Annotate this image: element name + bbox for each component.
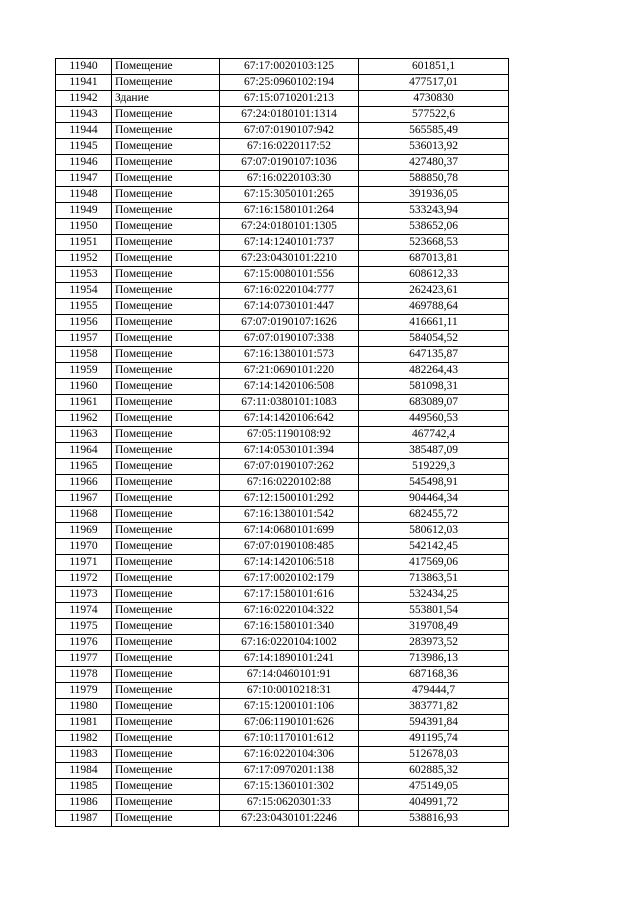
table-row (56, 699, 509, 715)
table-row (56, 635, 509, 651)
table-row (56, 235, 509, 251)
cadastral-value-cell: 542142,45 (359, 539, 509, 555)
cadastral-value-cell: 467742,4 (359, 427, 509, 443)
table-row (56, 763, 509, 779)
object-type-cell: Здание (112, 91, 220, 107)
cadastral-value-cell: 545498,91 (359, 475, 509, 491)
cadastral-value-cell: 682455,72 (359, 507, 509, 523)
cadastral-value-cell: 482264,43 (359, 363, 509, 379)
object-type-cell: Помещение (112, 731, 220, 747)
cadastral-number-cell: 67:16:1580101:264 (220, 203, 359, 219)
cadastral-number-cell: 67:24:0180101:1305 (220, 219, 359, 235)
table-row (56, 379, 509, 395)
row-number-cell: 11949 (56, 203, 112, 219)
object-type-cell: Помещение (112, 187, 220, 203)
row-number-cell: 11984 (56, 763, 112, 779)
table-row (56, 491, 509, 507)
cadastral-number-cell: 67:16:0220104:777 (220, 283, 359, 299)
row-number-cell: 11970 (56, 539, 112, 555)
cadastral-value-cell: 538652,06 (359, 219, 509, 235)
table-row (56, 539, 509, 555)
cadastral-number-cell: 67:15:1360101:302 (220, 779, 359, 795)
row-number-cell: 11954 (56, 283, 112, 299)
row-number-cell: 11969 (56, 523, 112, 539)
cadastral-value-cell: 713863,51 (359, 571, 509, 587)
row-number-cell: 11967 (56, 491, 112, 507)
cadastral-number-cell: 67:16:1580101:340 (220, 619, 359, 635)
cadastral-value-cell: 385487,09 (359, 443, 509, 459)
cadastral-number-cell: 67:14:0680101:699 (220, 523, 359, 539)
cadastral-number-cell: 67:16:0220104:322 (220, 603, 359, 619)
cadastral-value-cell: 449560,53 (359, 411, 509, 427)
cadastral-value-cell: 602885,32 (359, 763, 509, 779)
row-number-cell: 11952 (56, 251, 112, 267)
object-type-cell: Помещение (112, 267, 220, 283)
cadastral-value-cell: 532434,25 (359, 587, 509, 603)
table-row (56, 171, 509, 187)
table-row (56, 411, 509, 427)
row-number-cell: 11982 (56, 731, 112, 747)
cadastral-value-cell: 469788,64 (359, 299, 509, 315)
row-number-cell: 11956 (56, 315, 112, 331)
table-row (56, 571, 509, 587)
object-type-cell: Помещение (112, 667, 220, 683)
cadastral-value-cell: 475149,05 (359, 779, 509, 795)
row-number-cell: 11951 (56, 235, 112, 251)
object-type-cell: Помещение (112, 235, 220, 251)
object-type-cell: Помещение (112, 683, 220, 699)
cadastral-value-cell: 262423,61 (359, 283, 509, 299)
cadastral-number-cell: 67:16:1380101:542 (220, 507, 359, 523)
cadastral-value-cell: 383771,82 (359, 699, 509, 715)
cadastral-value-cell: 319708,49 (359, 619, 509, 635)
table-row (56, 507, 509, 523)
table-row (56, 731, 509, 747)
table-row (56, 619, 509, 635)
cadastral-number-cell: 67:23:0430101:2210 (220, 251, 359, 267)
cadastral-value-cell: 523668,53 (359, 235, 509, 251)
object-type-cell: Помещение (112, 539, 220, 555)
cadastral-value-cell: 491195,74 (359, 731, 509, 747)
table-row (56, 667, 509, 683)
cadastral-number-cell: 67:07:0190107:1626 (220, 315, 359, 331)
cadastral-number-cell: 67:06:1190101:626 (220, 715, 359, 731)
row-number-cell: 11973 (56, 587, 112, 603)
object-type-cell: Помещение (112, 587, 220, 603)
row-number-cell: 11986 (56, 795, 112, 811)
row-number-cell: 11963 (56, 427, 112, 443)
object-type-cell: Помещение (112, 315, 220, 331)
object-type-cell: Помещение (112, 811, 220, 827)
table-row (56, 251, 509, 267)
object-type-cell: Помещение (112, 331, 220, 347)
object-type-cell: Помещение (112, 523, 220, 539)
row-number-cell: 11953 (56, 267, 112, 283)
row-number-cell: 11966 (56, 475, 112, 491)
row-number-cell: 11977 (56, 651, 112, 667)
property-table (55, 58, 509, 827)
object-type-cell: Помещение (112, 555, 220, 571)
cadastral-number-cell: 67:07:0190108:485 (220, 539, 359, 555)
object-type-cell: Помещение (112, 59, 220, 75)
row-number-cell: 11974 (56, 603, 112, 619)
table-row (56, 283, 509, 299)
object-type-cell: Помещение (112, 203, 220, 219)
object-type-cell: Помещение (112, 699, 220, 715)
table-row (56, 795, 509, 811)
cadastral-number-cell: 67:07:0190107:942 (220, 123, 359, 139)
object-type-cell: Помещение (112, 491, 220, 507)
object-type-cell: Помещение (112, 603, 220, 619)
cadastral-number-cell: 67:11:0380101:1083 (220, 395, 359, 411)
object-type-cell: Помещение (112, 795, 220, 811)
row-number-cell: 11978 (56, 667, 112, 683)
cadastral-value-cell: 417569,06 (359, 555, 509, 571)
row-number-cell: 11976 (56, 635, 112, 651)
table-row (56, 75, 509, 91)
object-type-cell: Помещение (112, 747, 220, 763)
object-type-cell: Помещение (112, 139, 220, 155)
row-number-cell: 11958 (56, 347, 112, 363)
table-row (56, 427, 509, 443)
cadastral-value-cell: 4730830 (359, 91, 509, 107)
cadastral-number-cell: 67:14:0460101:91 (220, 667, 359, 683)
table-row (56, 603, 509, 619)
object-type-cell: Помещение (112, 107, 220, 123)
table-row (56, 315, 509, 331)
row-number-cell: 11965 (56, 459, 112, 475)
row-number-cell: 11948 (56, 187, 112, 203)
row-number-cell: 11981 (56, 715, 112, 731)
table-row (56, 59, 509, 75)
table-row (56, 587, 509, 603)
table-row (56, 347, 509, 363)
row-number-cell: 11972 (56, 571, 112, 587)
cadastral-number-cell: 67:24:0180101:1314 (220, 107, 359, 123)
table-row (56, 331, 509, 347)
table-row (56, 139, 509, 155)
row-number-cell: 11942 (56, 91, 112, 107)
cadastral-value-cell: 581098,31 (359, 379, 509, 395)
property-table-body (56, 59, 509, 827)
row-number-cell: 11983 (56, 747, 112, 763)
cadastral-value-cell: 588850,78 (359, 171, 509, 187)
cadastral-value-cell: 427480,37 (359, 155, 509, 171)
cadastral-value-cell: 577522,6 (359, 107, 509, 123)
table-row (56, 747, 509, 763)
cadastral-value-cell: 584054,52 (359, 331, 509, 347)
object-type-cell: Помещение (112, 443, 220, 459)
object-type-cell: Помещение (112, 299, 220, 315)
table-row (56, 107, 509, 123)
cadastral-value-cell: 519229,3 (359, 459, 509, 475)
cadastral-number-cell: 67:14:1890101:241 (220, 651, 359, 667)
object-type-cell: Помещение (112, 395, 220, 411)
row-number-cell: 11962 (56, 411, 112, 427)
row-number-cell: 11950 (56, 219, 112, 235)
cadastral-value-cell: 512678,03 (359, 747, 509, 763)
row-number-cell: 11961 (56, 395, 112, 411)
table-row (56, 267, 509, 283)
cadastral-value-cell: 608612,33 (359, 267, 509, 283)
object-type-cell: Помещение (112, 715, 220, 731)
cadastral-value-cell: 683089,07 (359, 395, 509, 411)
cadastral-number-cell: 67:10:1170101:612 (220, 731, 359, 747)
object-type-cell: Помещение (112, 459, 220, 475)
cadastral-number-cell: 67:07:0190107:338 (220, 331, 359, 347)
object-type-cell: Помещение (112, 251, 220, 267)
table-row (56, 523, 509, 539)
cadastral-number-cell: 67:14:0530101:394 (220, 443, 359, 459)
object-type-cell: Помещение (112, 155, 220, 171)
cadastral-number-cell: 67:15:0710201:213 (220, 91, 359, 107)
row-number-cell: 11943 (56, 107, 112, 123)
cadastral-value-cell: 477517,01 (359, 75, 509, 91)
cadastral-number-cell: 67:16:1380101:573 (220, 347, 359, 363)
object-type-cell: Помещение (112, 619, 220, 635)
cadastral-number-cell: 67:14:1240101:737 (220, 235, 359, 251)
cadastral-number-cell: 67:12:1500101:292 (220, 491, 359, 507)
table-row (56, 203, 509, 219)
cadastral-value-cell: 538816,93 (359, 811, 509, 827)
row-number-cell: 11987 (56, 811, 112, 827)
table-row (56, 683, 509, 699)
cadastral-number-cell: 67:17:0970201:138 (220, 763, 359, 779)
cadastral-number-cell: 67:17:0020102:179 (220, 571, 359, 587)
object-type-cell: Помещение (112, 635, 220, 651)
object-type-cell: Помещение (112, 347, 220, 363)
object-type-cell: Помещение (112, 651, 220, 667)
cadastral-number-cell: 67:16:0220103:30 (220, 171, 359, 187)
cadastral-value-cell: 687013,81 (359, 251, 509, 267)
table-row (56, 91, 509, 107)
cadastral-value-cell: 536013,92 (359, 139, 509, 155)
object-type-cell: Помещение (112, 475, 220, 491)
table-row (56, 123, 509, 139)
table-row (56, 443, 509, 459)
row-number-cell: 11979 (56, 683, 112, 699)
cadastral-number-cell: 67:14:0730101:447 (220, 299, 359, 315)
cadastral-value-cell: 647135,87 (359, 347, 509, 363)
cadastral-value-cell: 580612,03 (359, 523, 509, 539)
cadastral-number-cell: 67:07:0190107:1036 (220, 155, 359, 171)
cadastral-number-cell: 67:15:3050101:265 (220, 187, 359, 203)
cadastral-value-cell: 416661,11 (359, 315, 509, 331)
cadastral-number-cell: 67:14:1420106:518 (220, 555, 359, 571)
cadastral-number-cell: 67:07:0190107:262 (220, 459, 359, 475)
table-row (56, 219, 509, 235)
row-number-cell: 11980 (56, 699, 112, 715)
cadastral-value-cell: 594391,84 (359, 715, 509, 731)
object-type-cell: Помещение (112, 283, 220, 299)
object-type-cell: Помещение (112, 171, 220, 187)
table-row (56, 811, 509, 827)
object-type-cell: Помещение (112, 763, 220, 779)
cadastral-number-cell: 67:17:1580101:616 (220, 587, 359, 603)
object-type-cell: Помещение (112, 507, 220, 523)
table-row (56, 779, 509, 795)
row-number-cell: 11975 (56, 619, 112, 635)
cadastral-value-cell: 687168,36 (359, 667, 509, 683)
cadastral-number-cell: 67:14:1420106:508 (220, 379, 359, 395)
table-row (56, 715, 509, 731)
object-type-cell: Помещение (112, 363, 220, 379)
row-number-cell: 11985 (56, 779, 112, 795)
cadastral-number-cell: 67:10:0010218:31 (220, 683, 359, 699)
table-row (56, 155, 509, 171)
table-row (56, 555, 509, 571)
row-number-cell: 11945 (56, 139, 112, 155)
row-number-cell: 11940 (56, 59, 112, 75)
object-type-cell: Помещение (112, 123, 220, 139)
table-row (56, 651, 509, 667)
cadastral-number-cell: 67:25:0960102:194 (220, 75, 359, 91)
cadastral-number-cell: 67:23:0430101:2246 (220, 811, 359, 827)
row-number-cell: 11971 (56, 555, 112, 571)
table-row (56, 475, 509, 491)
table-row (56, 299, 509, 315)
object-type-cell: Помещение (112, 411, 220, 427)
object-type-cell: Помещение (112, 219, 220, 235)
cadastral-number-cell: 67:15:1200101:106 (220, 699, 359, 715)
row-number-cell: 11955 (56, 299, 112, 315)
cadastral-value-cell: 283973,52 (359, 635, 509, 651)
object-type-cell: Помещение (112, 379, 220, 395)
row-number-cell: 11944 (56, 123, 112, 139)
cadastral-number-cell: 67:21:0690101:220 (220, 363, 359, 379)
cadastral-value-cell: 479444,7 (359, 683, 509, 699)
table-row (56, 459, 509, 475)
cadastral-number-cell: 67:16:0220104:1002 (220, 635, 359, 651)
cadastral-number-cell: 67:05:1190108:92 (220, 427, 359, 443)
object-type-cell: Помещение (112, 571, 220, 587)
cadastral-number-cell: 67:14:1420106:642 (220, 411, 359, 427)
cadastral-number-cell: 67:16:0220102:88 (220, 475, 359, 491)
row-number-cell: 11964 (56, 443, 112, 459)
row-number-cell: 11957 (56, 331, 112, 347)
cadastral-value-cell: 904464,34 (359, 491, 509, 507)
object-type-cell: Помещение (112, 427, 220, 443)
object-type-cell: Помещение (112, 75, 220, 91)
cadastral-number-cell: 67:15:0080101:556 (220, 267, 359, 283)
row-number-cell: 11941 (56, 75, 112, 91)
object-type-cell: Помещение (112, 779, 220, 795)
cadastral-value-cell: 713986,13 (359, 651, 509, 667)
cadastral-number-cell: 67:16:0220117:52 (220, 139, 359, 155)
table-row (56, 395, 509, 411)
table-row (56, 363, 509, 379)
row-number-cell: 11960 (56, 379, 112, 395)
cadastral-number-cell: 67:17:0020103:125 (220, 59, 359, 75)
row-number-cell: 11968 (56, 507, 112, 523)
table-row (56, 187, 509, 203)
cadastral-value-cell: 565585,49 (359, 123, 509, 139)
cadastral-number-cell: 67:16:0220104:306 (220, 747, 359, 763)
cadastral-value-cell: 601851,1 (359, 59, 509, 75)
cadastral-value-cell: 391936,05 (359, 187, 509, 203)
cadastral-value-cell: 553801,54 (359, 603, 509, 619)
cadastral-number-cell: 67:15:0620301:33 (220, 795, 359, 811)
cadastral-value-cell: 533243,94 (359, 203, 509, 219)
cadastral-value-cell: 404991,72 (359, 795, 509, 811)
row-number-cell: 11947 (56, 171, 112, 187)
row-number-cell: 11946 (56, 155, 112, 171)
row-number-cell: 11959 (56, 363, 112, 379)
